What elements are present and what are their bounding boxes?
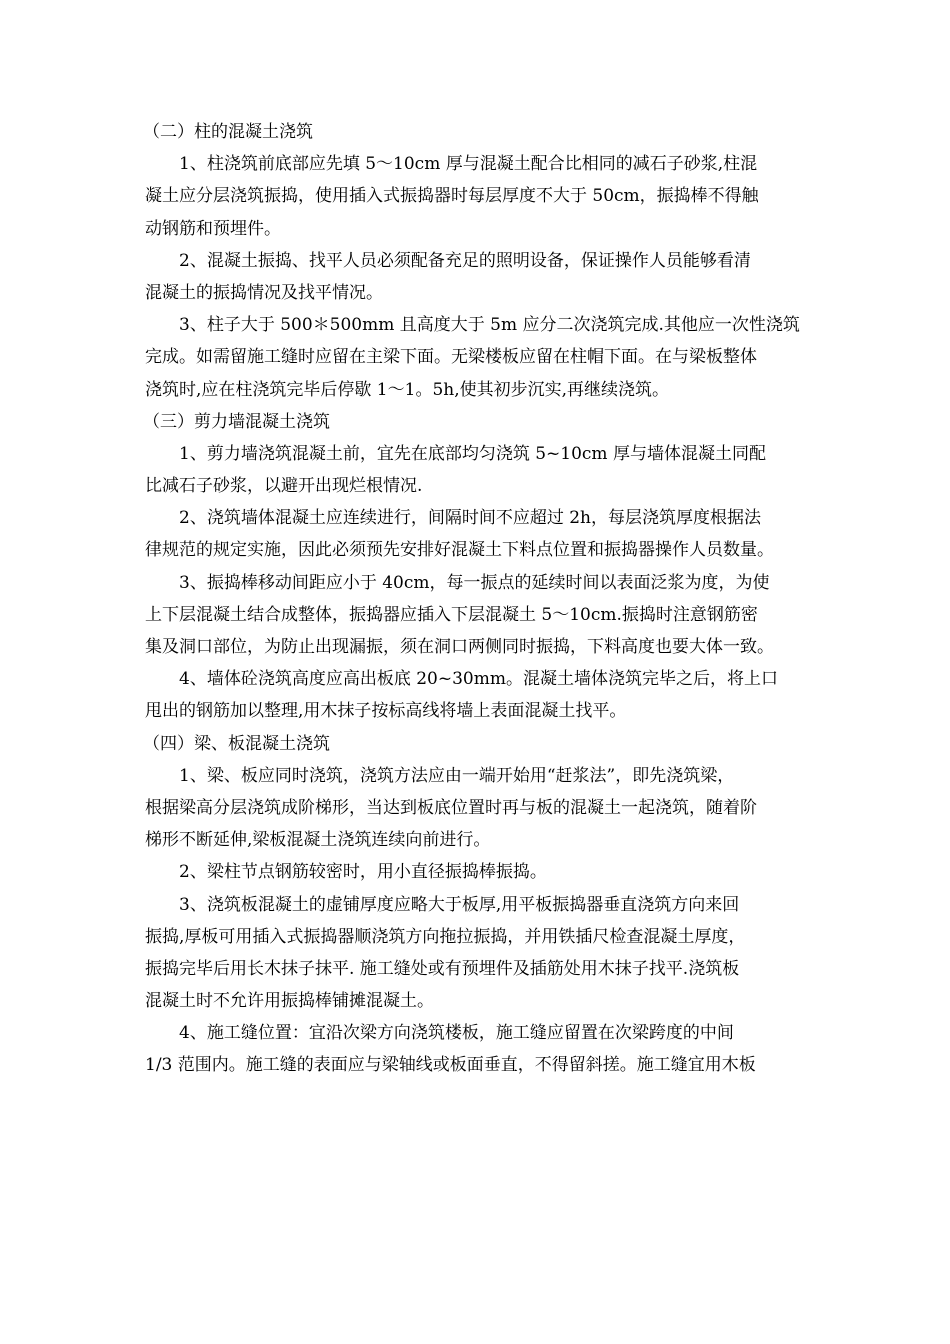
paragraph-line: 凝土应分层浇筑振捣，使用插入式振捣器时每层厚度不大于 50cm，振捣棒不得触 [145, 186, 759, 207]
paragraph-line: 上下层混凝土结合成整体，振捣器应插入下层混凝土 5～10cm.振捣时注意钢筋密 [145, 604, 758, 625]
paragraph-line: 根据梁高分层浇筑成阶梯形，当达到板底位置时再与板的混凝土一起浇筑，随着阶 [145, 797, 757, 818]
paragraph-line: 振捣,厚板可用插入式振捣器顺浇筑方向拖拉振捣，并用铁插尺检查混凝土厚度， [145, 926, 746, 947]
paragraph-line: 2、混凝土振捣、找平人员必须配备充足的照明设备，保证操作人员能够看清 [179, 250, 751, 271]
paragraph-line: 集及洞口部位，为防止出现漏振，须在洞口两侧同时振捣，下料高度也要大体一致。 [145, 637, 774, 657]
paragraph-line: 1、剪力墙浇筑混凝土前，宜先在底部均匀浇筑 5~10cm 厚与墙体混凝土同配 [179, 443, 766, 464]
paragraph-line: 1/3 范围内。施工缝的表面应与梁轴线或板面垂直，不得留斜搓。施工缝宜用木板 [145, 1055, 756, 1076]
paragraph-line: 振捣完毕后用长木抹子抹平. 施工缝处或有预埋件及插筋处用木抹子找平.浇筑板 [145, 958, 740, 979]
paragraph-line: 4、施工缝位置：宜沿次梁方向浇筑楼板，施工缝应留置在次梁跨度的中间 [179, 1023, 734, 1044]
paragraph-line: 梯形不断延伸,梁板混凝土浇筑连续向前进行。 [145, 830, 491, 851]
paragraph-line: 混凝土的振捣情况及找平情况。 [145, 282, 383, 303]
paragraph-line: 混凝土时不允许用振捣棒铺摊混凝土。 [145, 991, 434, 1012]
paragraph-line: 3、振捣棒移动间距应小于 40cm，每一振点的延续时间以表面泛浆为度，为使 [179, 572, 770, 593]
paragraph-line: 1、梁、板应同时浇筑，浇筑方法应由一端开始用“赶浆法”，即先浇筑梁， [179, 765, 735, 786]
document-body [145, 116, 835, 1082]
paragraph-line: 动钢筋和预埋件。 [145, 218, 281, 239]
paragraph-line: 完成。如需留施工缝时应留在主梁下面。无梁楼板应留在柱帽下面。在与梁板整体 [145, 347, 757, 368]
paragraph-line: 律规范的规定实施，因此必须预先安排好混凝土下料点位置和振捣器操作人员数量。 [145, 540, 774, 561]
section-heading: （四）梁、板混凝土浇筑 [143, 733, 330, 754]
paragraph-line: 3、浇筑板混凝土的虚铺厚度应略大于板厚,用平板振捣器垂直浇筑方向来回 [179, 894, 740, 915]
paragraph-line: 2、浇筑墙体混凝土应连续进行，间隔时间不应超过 2h，每层浇筑厚度根据法 [179, 508, 761, 529]
paragraph-line: 3、柱子大于 500＊500mm 且高度大于 5m 应分二次浇筑完成.其他应一次性浇筑 [179, 315, 800, 336]
paragraph-line: 2、梁柱节点钢筋较密时，用小直径振捣棒振捣。 [179, 862, 547, 883]
paragraph-line: 1、柱浇筑前底部应先填 5～10cm 厚与混凝土配合比相同的减石子砂浆,柱混 [179, 154, 758, 175]
section-heading: （二）柱的混凝土浇筑 [143, 122, 313, 142]
paragraph-line: 浇筑时,应在柱浇筑完毕后停歇 1～1。5h,使其初步沉实,再继续浇筑。 [145, 379, 670, 400]
paragraph-line: 甩出的钢筋加以整理,用木抹子按标高线将墙上表面混凝土找平。 [145, 701, 627, 722]
section-heading: （三）剪力墙混凝土浇筑 [143, 411, 330, 432]
paragraph-line: 比减石子砂浆，以避开出现烂根情况. [145, 476, 423, 497]
paragraph-line: 4、墙体砼浇筑高度应高出板底 20~30mm。混凝土墙体浇筑完毕之后，将上口 [179, 669, 778, 690]
